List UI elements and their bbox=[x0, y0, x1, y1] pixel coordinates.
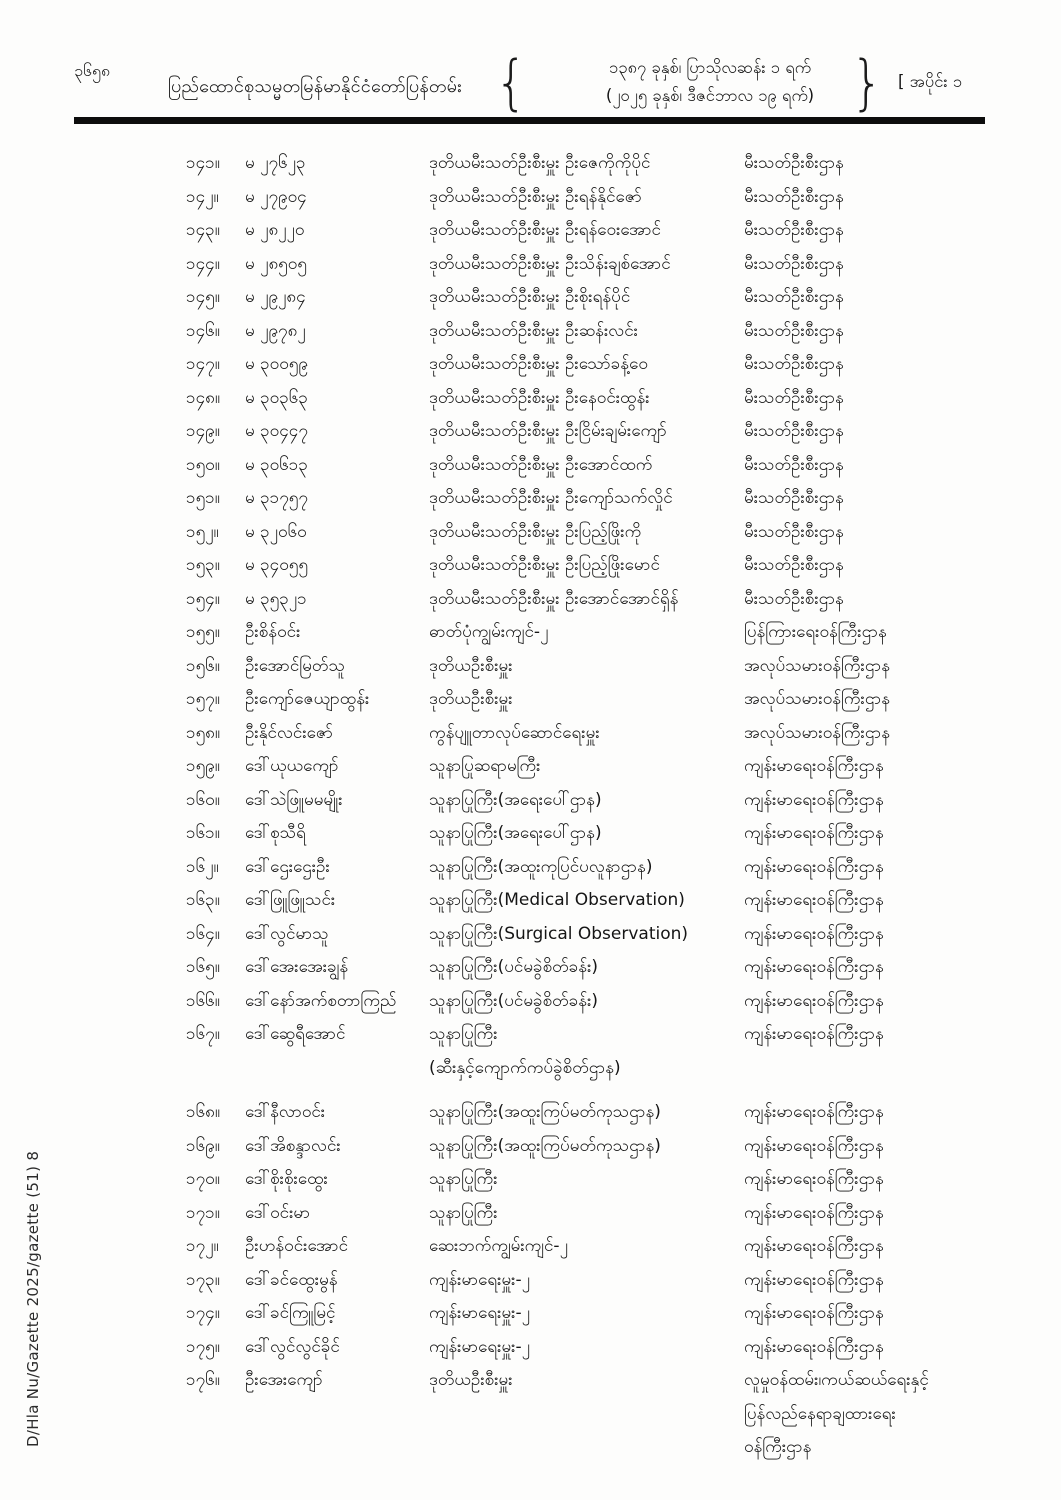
cell-position: ဒုတိယမီးသတ်ဦးစီးမှူး ဦးအောင်အောင်ရှိန် bbox=[429, 588, 679, 609]
cell-serial-number: ၁၇၅။ bbox=[186, 1336, 220, 1357]
gazette-title: ပြည်ထောင်စုသမ္မတမြန်မာနိုင်ငံတော်ပြန်တမ်း bbox=[168, 76, 462, 97]
cell-id-or-name: ဦးအောင်မြတ်သူ bbox=[245, 655, 345, 676]
cell-serial-number: ၁၅၅။ bbox=[186, 622, 220, 642]
cell-department: ကျန်းမာရေးဝန်ကြီးဌာန bbox=[744, 1236, 884, 1256]
cell-id-or-name: မ ၂၈၂၂၀ bbox=[245, 220, 305, 240]
cell-department: မီးသတ်ဦးစီးဌာန bbox=[744, 454, 844, 475]
cell-id-or-name: ဒေါ်နော်အက်စတာကြည် bbox=[245, 990, 397, 1011]
table-row bbox=[186, 315, 1061, 349]
cell-id-or-name: ဦးဟန်ဝင်းအောင် bbox=[245, 1236, 349, 1256]
cell-serial-number: ၁၅၂။ bbox=[186, 521, 219, 542]
cell-department: ကျန်းမာရေးဝန်ကြီးဌာန bbox=[744, 1269, 884, 1290]
cell-department: မီးသတ်ဦးစီးဌာန bbox=[744, 421, 844, 441]
table-row bbox=[186, 616, 1061, 650]
cell-id-or-name: ဒေါ်အေးအေးချွန် bbox=[245, 957, 349, 977]
table-row bbox=[186, 482, 1061, 516]
cell-serial-number: ၁၄၅။ bbox=[186, 287, 220, 307]
cell-id-or-name: ဒေါ်လွင်မာသူ bbox=[245, 923, 329, 944]
table-row bbox=[186, 750, 1061, 784]
cell-id-or-name: ဦးနိုင်လင်းဇော် bbox=[245, 722, 333, 743]
cell-position: ဒုတိယဦးစီးမှူး bbox=[429, 689, 513, 709]
cell-department: မီးသတ်ဦးစီးဌာန bbox=[744, 253, 844, 274]
cell-position: ဒုတိယမီးသတ်ဦးစီးမှူး ဦးသိန်းချစ်အောင် bbox=[429, 253, 671, 274]
cell-department: ကျန်းမာရေးဝန်ကြီးဌာန bbox=[744, 856, 884, 877]
cell-id-or-name: မ ၃၀၄၄၇ bbox=[245, 421, 308, 441]
page-header bbox=[0, 48, 1061, 122]
cell-department: မီးသတ်ဦးစီးဌာန bbox=[744, 387, 844, 408]
cell-serial-number: ၁၄၂။ bbox=[186, 186, 219, 207]
cell-position: သူနာပြုကြီး bbox=[429, 1169, 498, 1189]
cell-position: သူနာပြုကြီး(ပင်မခွဲစိတ်ခန်း) bbox=[429, 957, 599, 977]
cell-position: သူနာပြုကြီး(အထူးကြပ်မတ်ကုသဌာန) bbox=[429, 1102, 661, 1122]
cell-department: ကျန်းမာရေးဝန်ကြီးဌာန bbox=[744, 1169, 884, 1189]
cell-department: မီးသတ်ဦးစီးဌာန bbox=[744, 186, 844, 207]
cell-id-or-name: မ ၂၇၉၀၄ bbox=[245, 186, 307, 207]
cell-department: မီးသတ်ဦးစီးဌာန bbox=[744, 320, 844, 341]
cell-department: အလုပ်သမားဝန်ကြီးဌာန bbox=[744, 689, 891, 709]
cell-department: မီးသတ်ဦးစီးဌာန bbox=[744, 521, 844, 542]
cell-id-or-name: ဦးကျော်ဇေယျာထွန်း bbox=[245, 689, 370, 709]
cell-serial-number: ၁၅၀။ bbox=[186, 454, 220, 475]
cell-serial-number: ၁၇၂။ bbox=[186, 1236, 219, 1256]
cell-id-or-name: မ ၃၁၇၅၇ bbox=[245, 488, 308, 508]
cell-department: မီးသတ်ဦးစီးဌာန bbox=[744, 220, 844, 240]
cell-serial-number: ၁၇၃။ bbox=[186, 1269, 220, 1290]
cell-serial-number: ၁၄၇။ bbox=[186, 354, 220, 374]
cell-position: ကျန်းမာရေးမှူး-၂ bbox=[429, 1303, 530, 1323]
cell-id-or-name: မ ၂၇၆၂၃ bbox=[245, 153, 306, 173]
cell-id-or-name: မ ၃၀၃၆၃ bbox=[245, 387, 308, 408]
cell-id-or-name: ဒေါ်ယုယကျော် bbox=[245, 756, 339, 776]
cell-position: ဆေးဘက်ကျွမ်းကျင်-၂ bbox=[429, 1236, 568, 1256]
cell-position: ဒုတိယမီးသတ်ဦးစီးမှူး ဦးကျော်သက်လှိုင် bbox=[429, 488, 673, 508]
cell-serial-number: ၁၅၃။ bbox=[186, 555, 220, 575]
table-row bbox=[186, 817, 1061, 851]
cell-id-or-name: ဒေါ်ဝင်းမာ bbox=[245, 1202, 311, 1223]
cell-position: သူနာပြုကြီး(အထူးကြပ်မတ်ကုသဌာန) bbox=[429, 1135, 661, 1156]
cell-id-or-name: မ ၃၀၆၁၃ bbox=[245, 454, 308, 475]
cell-id-or-name: မ ၂၈၅၀၅ bbox=[245, 253, 307, 274]
table-row bbox=[186, 1364, 1061, 1465]
cell-id-or-name: ဒေါ်အိစန္ဒာလင်း bbox=[245, 1135, 341, 1156]
cell-department: ကျန်းမာရေးဝန်ကြီးဌာန bbox=[744, 890, 884, 910]
cell-serial-number: ၁၆၅။ bbox=[186, 957, 220, 977]
cell-serial-number: ၁၄၈။ bbox=[186, 387, 220, 408]
cell-id-or-name: ဒေါ်နီလာဝင်း bbox=[245, 1102, 326, 1122]
cell-serial-number: ၁၅၈။ bbox=[186, 722, 220, 743]
cell-serial-number: ၁၆၃။ bbox=[186, 890, 220, 910]
right-brace-decoration: } bbox=[850, 48, 884, 118]
cell-position: ဒုတိယမီးသတ်ဦးစီးမှူး ဦးပြည့်ဖြိုးမောင် bbox=[429, 555, 660, 575]
table-row bbox=[186, 248, 1061, 282]
left-brace-decoration: { bbox=[494, 48, 528, 118]
table-row bbox=[186, 1018, 1061, 1085]
cell-serial-number: ၁၆၀။ bbox=[186, 789, 220, 810]
cell-position: သူနာပြုကြီး(Medical Observation) bbox=[429, 890, 685, 910]
cell-position: ဒုတိယမီးသတ်ဦးစီးမှူး ဦးဇေကိုကိုပိုင် bbox=[429, 153, 651, 173]
cell-position: ဒုတိယဦးစီးမှူး bbox=[429, 655, 513, 676]
cell-id-or-name: ဒေါ်ခင်ထွေးမွန် bbox=[245, 1269, 338, 1290]
cell-serial-number: ၁၆၁။ bbox=[186, 823, 220, 843]
table-row bbox=[186, 516, 1061, 550]
cell-serial-number: ၁၇၆။ bbox=[186, 1370, 220, 1390]
cell-serial-number: ၁၅၉။ bbox=[186, 756, 220, 776]
print-reference-side-note: D/Hla Nu/Gazette 2025/gazette (51) 8 bbox=[24, 1150, 42, 1447]
table-row bbox=[186, 851, 1061, 885]
cell-id-or-name: မ ၃၅၃၂၁ bbox=[245, 588, 307, 609]
cell-position: ဒုတိယမီးသတ်ဦးစီးမှူး ဦးဆန်းလင်း bbox=[429, 320, 638, 341]
cell-department: မီးသတ်ဦးစီးဌာန bbox=[744, 354, 844, 374]
cell-position: သူနာပြုကြီး(ပင်မခွဲစိတ်ခန်း) bbox=[429, 990, 599, 1011]
table-row bbox=[186, 1197, 1061, 1231]
cell-id-or-name: ဒေါ်ဆွေရီအောင် bbox=[245, 1024, 346, 1044]
cell-position: ဒုတိယမီးသတ်ဦးစီးမှူး ဦးပြည့်ဖြိုးကို bbox=[429, 521, 642, 542]
table-row bbox=[186, 281, 1061, 315]
cell-position: ဒုတိယမီးသတ်ဦးစီးမှူး ဦးအောင်ထက် bbox=[429, 454, 653, 475]
table-row bbox=[186, 951, 1061, 985]
issue-date-myanmar-era: ၁၃၈၇ ခုနှစ်၊ ပြာသိုလဆန်း ၁ ရက် bbox=[609, 58, 811, 77]
cell-serial-number: ၁၅၇။ bbox=[186, 689, 220, 709]
table-row bbox=[186, 583, 1061, 617]
cell-id-or-name: မ ၂၉၇၈၂ bbox=[245, 320, 306, 341]
cell-position: ဒုတိယမီးသတ်ဦးစီးမှူး ဦးနေဝင်းထွန်း bbox=[429, 387, 650, 408]
table-row bbox=[186, 985, 1061, 1019]
cell-position: သူနာပြုဆရာမကြီး bbox=[429, 756, 541, 776]
cell-department: မီးသတ်ဦးစီးဌာန bbox=[744, 287, 844, 307]
table-row bbox=[186, 1130, 1061, 1164]
cell-department: လူမှုဝန်ထမ်း၊ကယ်ဆယ်ရေးနှင့် ပြန်လည်နေရာချထားရေး ဝန်ကြီးဌာန bbox=[744, 1370, 929, 1457]
cell-position: ဒုတိယမီးသတ်ဦးစီးမှူး ဦးစိုးရန်ပိုင် bbox=[429, 287, 631, 307]
cell-serial-number: ၁၄၁။ bbox=[186, 153, 220, 173]
cell-id-or-name: ဒေါ်စိုးစိုးထွေး bbox=[245, 1169, 328, 1189]
cell-id-or-name: ဒေါ်စုသီရိ bbox=[245, 823, 306, 843]
cell-department: မီးသတ်ဦးစီးဌာန bbox=[744, 153, 844, 173]
table-row bbox=[186, 784, 1061, 818]
cell-id-or-name: မ ၂၉၂၈၄ bbox=[245, 287, 306, 307]
cell-id-or-name: ဒေါ်သဲဖြူမမမျိုး bbox=[245, 789, 343, 810]
cell-department: ကျန်းမာရေးဝန်ကြီးဌာန bbox=[744, 1303, 884, 1323]
table-row bbox=[186, 1230, 1061, 1264]
table-row bbox=[186, 1264, 1061, 1298]
table-row bbox=[186, 884, 1061, 918]
table-row bbox=[186, 683, 1061, 717]
part-label: [ အပိုင်း ၁ bbox=[898, 72, 963, 91]
cell-id-or-name: မ ၃၀၀၅၉ bbox=[245, 354, 308, 374]
cell-position: ဒုတိယမီးသတ်ဦးစီးမှူး ဦးငြိမ်းချမ်းကျော် bbox=[429, 421, 667, 441]
header-divider-rule bbox=[74, 117, 985, 124]
cell-serial-number: ၁၆၈။ bbox=[186, 1102, 220, 1122]
cell-department: ကျန်းမာရေးဝန်ကြီးဌာန bbox=[744, 789, 884, 810]
cell-position: သူနာပြုကြီး bbox=[429, 1202, 498, 1223]
table-row bbox=[186, 415, 1061, 449]
cell-serial-number: ၁၄၃။ bbox=[186, 220, 220, 240]
page-number: ၃၆၅၈ bbox=[74, 61, 111, 80]
table-row bbox=[186, 918, 1061, 952]
cell-serial-number: ၁၇၁။ bbox=[186, 1202, 220, 1223]
cell-department: အလုပ်သမားဝန်ကြီးဌာန bbox=[744, 655, 891, 676]
cell-serial-number: ၁၄၄။ bbox=[186, 253, 220, 274]
table-row bbox=[186, 1163, 1061, 1197]
issue-date-block bbox=[560, 54, 860, 110]
cell-department: မီးသတ်ဦးစီးဌာန bbox=[744, 555, 844, 575]
cell-serial-number: ၁၅၆။ bbox=[186, 655, 220, 676]
cell-id-or-name: ဒေါ်လွင်လွင်ခိုင် bbox=[245, 1336, 340, 1357]
cell-position: ဒုတိယဦးစီးမှူး bbox=[429, 1370, 513, 1390]
cell-id-or-name: ဒေါ်ဌေးဌေးဦး bbox=[245, 856, 330, 877]
cell-position: ဒုတိယမီးသတ်ဦးစီးမှူး ဦးရန်နိုင်ဇော် bbox=[429, 186, 642, 207]
table-row bbox=[186, 1331, 1061, 1365]
cell-department: ကျန်းမာရေးဝန်ကြီးဌာန bbox=[744, 1102, 884, 1122]
table-row bbox=[186, 1096, 1061, 1130]
cell-position: သူနာပြုကြီး(အရေးပေါ်ဌာန) bbox=[429, 789, 602, 810]
table-row bbox=[186, 382, 1061, 416]
cell-position: သူနာပြုကြီး (ဆီးနှင့်ကျောက်ကပ်ခွဲစိတ်ဌာန) bbox=[429, 1024, 621, 1078]
cell-position: သူနာပြုကြီး(Surgical Observation) bbox=[429, 923, 689, 944]
table-row bbox=[186, 449, 1061, 483]
cell-serial-number: ၁၇၄။ bbox=[186, 1303, 220, 1323]
cell-position: ဒုတိယမီးသတ်ဦးစီးမှူး ဦးသော်ခန့်ဝေ bbox=[429, 354, 648, 374]
cell-serial-number: ၁၄၆။ bbox=[186, 320, 220, 341]
cell-serial-number: ၁၆၉။ bbox=[186, 1135, 220, 1156]
cell-department: ကျန်းမာရေးဝန်ကြီးဌာန bbox=[744, 957, 884, 977]
cell-position: သူနာပြုကြီး(အထူးကုပြင်ပလူနာဌာန) bbox=[429, 856, 653, 877]
cell-department: ကျန်းမာရေးဝန်ကြီးဌာန bbox=[744, 1202, 884, 1223]
table-row bbox=[186, 147, 1061, 181]
cell-serial-number: ၁၆၆။ bbox=[186, 990, 220, 1011]
cell-id-or-name: ဒေါ်ဖြူဖြူသင်း bbox=[245, 890, 336, 910]
table-row bbox=[186, 1297, 1061, 1331]
cell-position: သူနာပြုကြီး(အရေးပေါ်ဌာန) bbox=[429, 823, 602, 843]
cell-serial-number: ၁၆၂။ bbox=[186, 856, 219, 877]
cell-department: ကျန်းမာရေးဝန်ကြီးဌာန bbox=[744, 923, 884, 944]
cell-department: မီးသတ်ဦးစီးဌာန bbox=[744, 588, 844, 609]
roster-table-body bbox=[0, 147, 1061, 1465]
table-row bbox=[186, 181, 1061, 215]
cell-id-or-name: ဒေါ်ခင်ကြူမြင့် bbox=[245, 1303, 336, 1323]
cell-id-or-name: မ ၃၄၀၅၅ bbox=[245, 555, 308, 575]
table-row bbox=[186, 717, 1061, 751]
cell-serial-number: ၁၄၉။ bbox=[186, 421, 220, 441]
cell-department: ကျန်းမာရေးဝန်ကြီးဌာန bbox=[744, 756, 884, 776]
cell-position: ဓာတ်ပုံကျွမ်းကျင်-၂ bbox=[429, 622, 549, 642]
cell-id-or-name: ဦးအေးကျော် bbox=[245, 1370, 323, 1390]
cell-position: ဒုတိယမီးသတ်ဦးစီးမှူး ဦးရန်ဝေးအောင် bbox=[429, 220, 661, 240]
cell-id-or-name: ဦးစိန်ဝင်း bbox=[245, 622, 301, 642]
cell-department: ကျန်းမာရေးဝန်ကြီးဌာန bbox=[744, 1336, 884, 1357]
cell-position: ကွန်ပျူတာလုပ်ဆောင်ရေးမှူး bbox=[429, 722, 600, 743]
table-row bbox=[186, 650, 1061, 684]
cell-department: အလုပ်သမားဝန်ကြီးဌာန bbox=[744, 722, 891, 743]
cell-department: ကျန်းမာရေးဝန်ကြီးဌာန bbox=[744, 1024, 884, 1044]
table-row bbox=[186, 549, 1061, 583]
cell-position: ကျန်းမာရေးမှူး-၂ bbox=[429, 1269, 530, 1290]
cell-position: ကျန်းမာရေးမှူး-၂ bbox=[429, 1336, 530, 1357]
table-row bbox=[186, 348, 1061, 382]
cell-department: ကျန်းမာရေးဝန်ကြီးဌာန bbox=[744, 1135, 884, 1156]
cell-department: မီးသတ်ဦးစီးဌာန bbox=[744, 488, 844, 508]
issue-date-gregorian: (၂၀၂၅ ခုနှစ်၊ ဒီဇင်ဘာလ ၁၉ ရက်) bbox=[605, 86, 815, 105]
table-row bbox=[186, 214, 1061, 248]
cell-serial-number: ၁၆၇။ bbox=[186, 1024, 220, 1044]
cell-department: ပြန်ကြားရေးဝန်ကြီးဌာန bbox=[744, 622, 887, 642]
cell-serial-number: ၁၅၄။ bbox=[186, 588, 220, 609]
cell-department: ကျန်းမာရေးဝန်ကြီးဌာန bbox=[744, 990, 884, 1011]
cell-department: ကျန်းမာရေးဝန်ကြီးဌာန bbox=[744, 823, 884, 843]
cell-serial-number: ၁၆၄။ bbox=[186, 923, 220, 944]
cell-serial-number: ၁၇၀။ bbox=[186, 1169, 220, 1189]
cell-id-or-name: မ ၃၂၀၆၀ bbox=[245, 521, 307, 542]
cell-serial-number: ၁၅၁။ bbox=[186, 488, 220, 508]
